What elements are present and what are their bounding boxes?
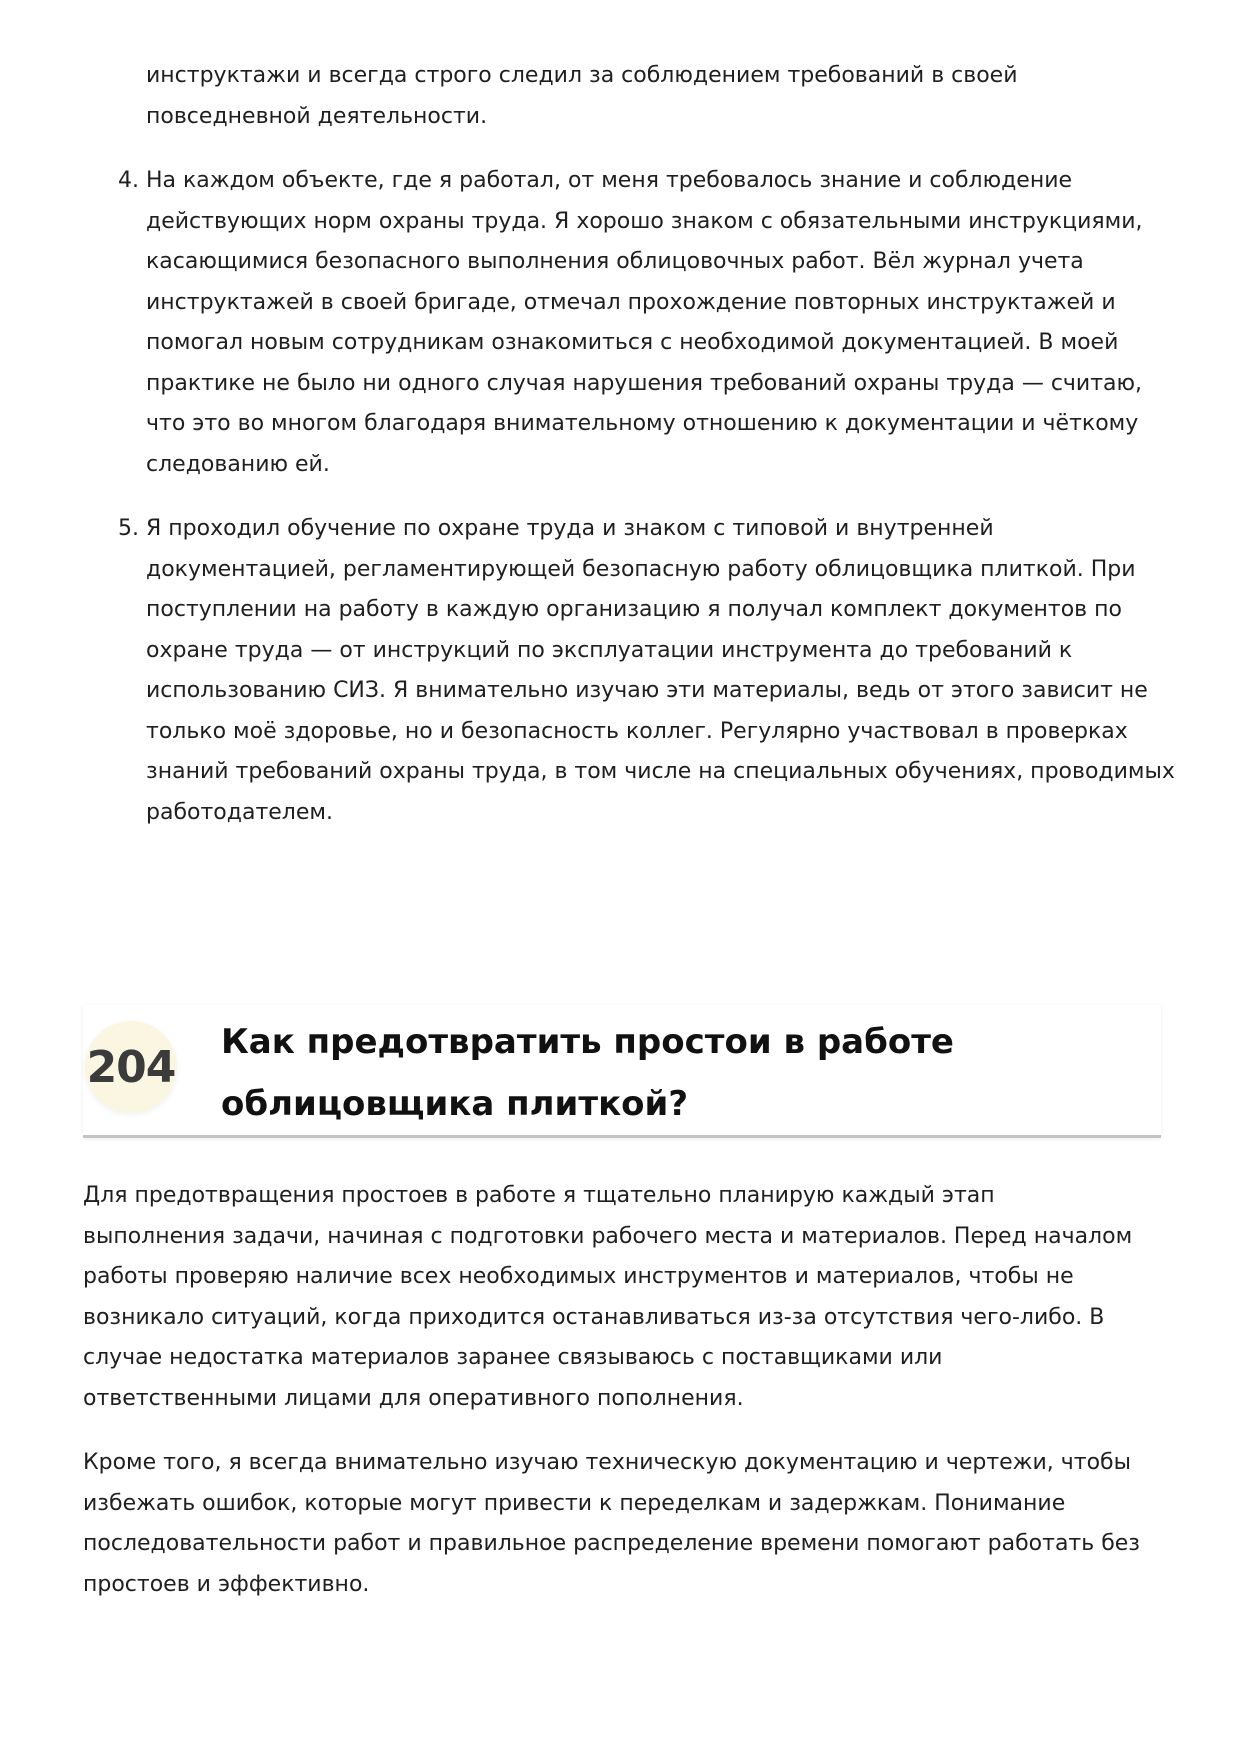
list-item-continuation [146,56,1176,137]
list-item-5 [118,509,1176,833]
question-number-badge [85,1021,177,1113]
list-item-number: 5. [118,516,139,541]
question-number: 204 [86,1041,176,1093]
question-title: Как предотвратить простои в работе облицовщика плиткой? [221,1022,954,1124]
list-item-4 [118,161,1176,485]
answer-paragraph-1: Для предотвращения простоев в работе я тщательно планирую каждый этап выполнения задачи, начиная с подготовки рабочего места и материалов. Перед началом работы проверяю наличие всех необходимых инструментов и материалов, чтобы не возникало ситуаций, когда приходится останавливаться из-за отсутствия чего-либо. В случае недостатка материалов заранее связываюсь с поставщиками или ответственными лицами для оперативного пополнения. [83,1183,1133,1411]
list-item-text: На каждом объекте, где я работал, от меня требовалось знание и соблюдение действующих норм охраны труда. Я хорошо знаком с обязательными инструкциями, касающимися безопасного выполнения облицовочных работ. Вёл журнал учета инструктажей в своей бригаде, отмечал прохождение повторных инструктажей и помогал новым сотрудникам ознакомиться с необходимой документацией. В моей практике не было ни одного случая нарушения требований охраны труда — считаю, что это во многом благодаря внимательному отношению к документации и чёткому следованию ей. [146,168,1143,477]
list-item-text: Я проходил обучение по охране труда и знаком с типовой и внутренней документацией, регламентирующей безопасную работу облицовщика плиткой. При поступлении на работу в каждую организацию я получал комплект документов по охране труда — от инструкций по эксплуатации инструмента до требований к использованию СИЗ. Я внимательно изучаю эти материалы, ведь от этого зависит не только моё здоровье, но и безопасность коллег. Регулярно участвовал в проверках знаний требований охраны труда, в том числе на специальных обучениях, проводимых работодателем. [146,516,1175,825]
answer-body [83,1176,1143,1629]
list-item-text: инструктажи и всегда строго следил за соблюдением требований в своей повседневной деятельности. [146,63,1018,129]
list-item-number: 4. [118,168,139,193]
question-header [83,1005,1161,1138]
previous-answer-list [120,56,1176,857]
answer-paragraph-2: Кроме того, я всегда внимательно изучаю техническую документацию и чертежи, чтобы избежать ошибок, которые могут привести к переделкам и задержкам. Понимание последовательности работ и правильное распределение времени помогают работать без простоев и эффективно. [83,1450,1141,1597]
